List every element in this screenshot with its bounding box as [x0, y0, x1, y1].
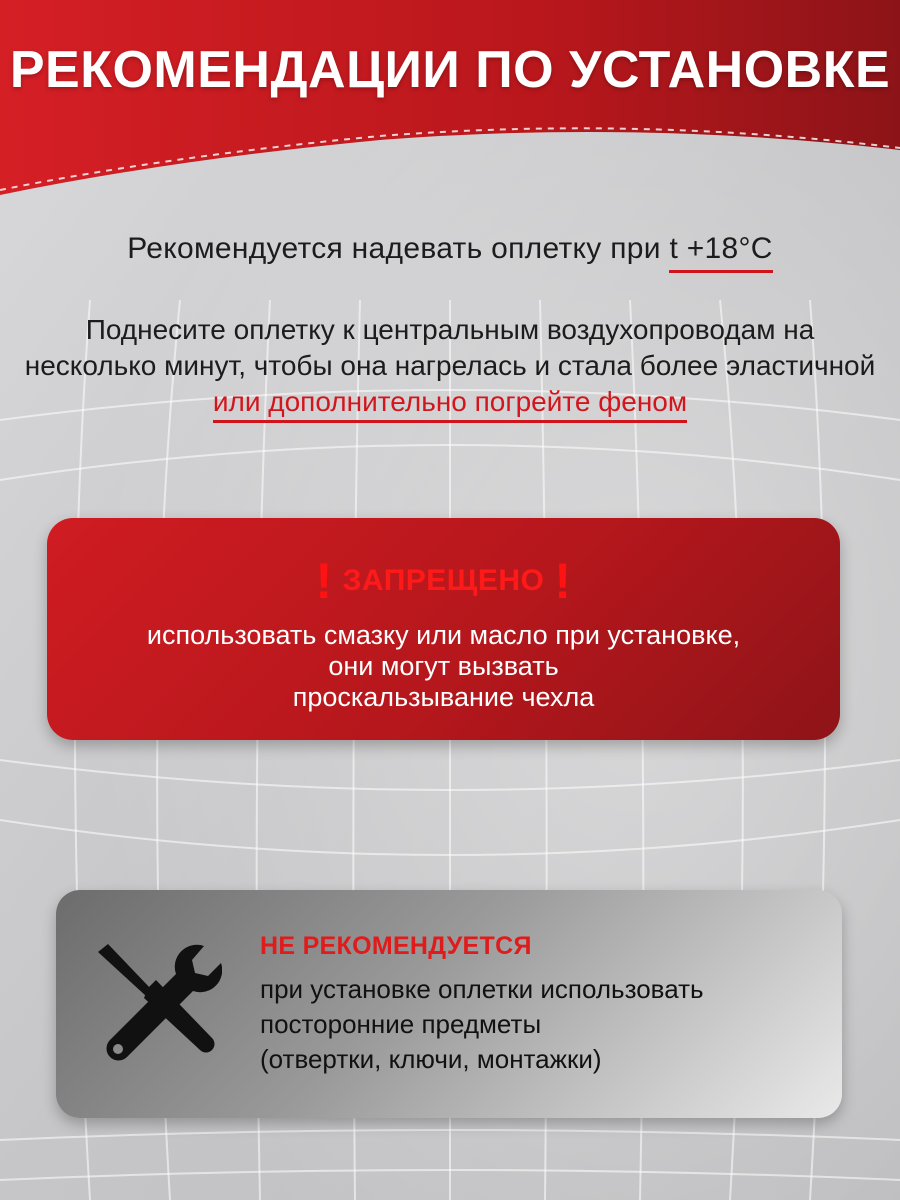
instruction-highlight: или дополнительно погрейте феном: [213, 386, 687, 423]
forbidden-text: [47, 620, 840, 713]
temperature-recommendation: [0, 232, 900, 273]
not-recommended-line: посторонние предметы: [260, 1009, 542, 1039]
not-recommended-card: [56, 890, 842, 1118]
not-recommended-title: НЕ РЕКОМЕНДУЕТСЯ: [260, 932, 532, 960]
warming-instruction: [20, 312, 880, 420]
page-title: РЕКОМЕНДАЦИИ ПО УСТАНОВКЕ: [9, 41, 891, 99]
tools-icon: [92, 938, 222, 1068]
forbidden-card: [47, 518, 840, 740]
forbidden-line: они могут вызвать: [328, 651, 559, 681]
not-recommended-line: (отвертки, ключи, монтажки): [260, 1044, 602, 1074]
exclamation-icon: !: [315, 553, 333, 609]
not-recommended-text: [260, 972, 830, 1077]
instruction-text: Поднесите оплетку к центральным воздухопроводам на несколько минут, чтобы она нагрелась и стала более эластичной: [24, 314, 876, 381]
forbidden-title: ЗАПРЕЩЕНО: [342, 564, 545, 597]
temperature-value: t +18°С: [669, 232, 772, 273]
exclamation-icon: !: [554, 553, 572, 609]
forbidden-line: проскальзывание чехла: [292, 682, 595, 712]
forbidden-heading: [47, 552, 840, 610]
temperature-prefix: Рекомендуется надевать оплетку при: [127, 232, 670, 265]
forbidden-line: использовать смазку или масло при установке,: [146, 620, 741, 650]
not-recommended-line: при установке оплетки использовать: [260, 974, 704, 1004]
